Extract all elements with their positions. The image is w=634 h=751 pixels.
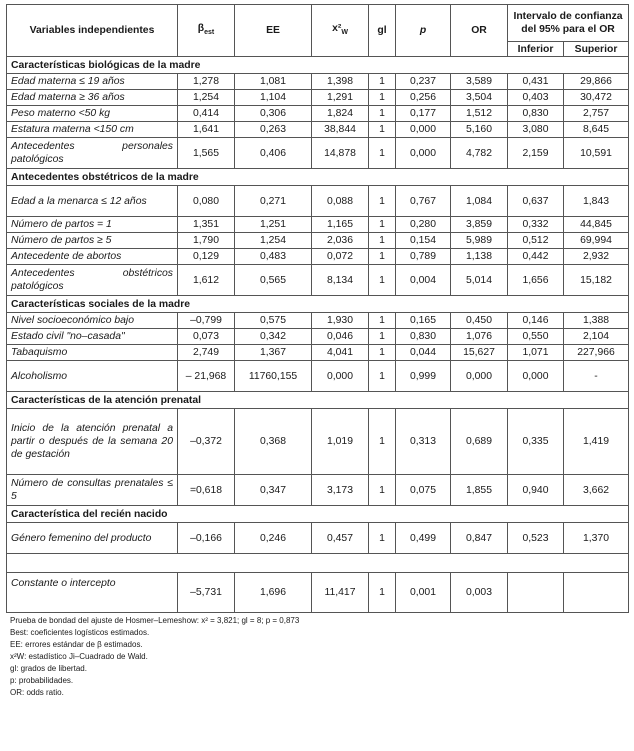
cell-high: 8,645 xyxy=(564,122,629,138)
cell-ee: 0,575 xyxy=(235,313,312,329)
cell-beta: 0,080 xyxy=(178,186,235,217)
cell-low: 0,550 xyxy=(508,329,564,345)
footnote-or: OR: odds ratio. xyxy=(10,688,64,697)
cell-x2: 1,398 xyxy=(312,74,369,90)
cell-beta: 1,612 xyxy=(178,265,235,296)
cell-gl: 1 xyxy=(369,217,396,233)
cell-low: 1,071 xyxy=(508,345,564,361)
table-row xyxy=(7,409,629,475)
variable-label: Antecedentes personales patológicos xyxy=(7,138,178,169)
table-row xyxy=(7,122,629,138)
table-row xyxy=(7,186,629,217)
cell-or: 0,003 xyxy=(451,573,508,613)
cell-x2: 2,036 xyxy=(312,233,369,249)
cell-p: 0,256 xyxy=(396,90,451,106)
section-header-row xyxy=(7,57,629,74)
cell-beta: 0,414 xyxy=(178,106,235,122)
table-row xyxy=(7,313,629,329)
table-row xyxy=(7,249,629,265)
cell-high: 1,843 xyxy=(564,186,629,217)
cell-p: 0,154 xyxy=(396,233,451,249)
cell-beta: 1,351 xyxy=(178,217,235,233)
variable-label: Edad a la menarca ≤ 12 años xyxy=(7,186,178,217)
header-ci: Intervalo de confianza del 95% para el OR xyxy=(508,5,629,42)
header-ci-high: Superior xyxy=(564,42,629,57)
header-variables: Variables independientes xyxy=(7,5,178,57)
cell-low: 0,442 xyxy=(508,249,564,265)
table-row xyxy=(7,523,629,554)
cell-ee: 0,565 xyxy=(235,265,312,296)
cell-or: 1,138 xyxy=(451,249,508,265)
cell-or: 3,859 xyxy=(451,217,508,233)
cell-beta: –0,799 xyxy=(178,313,235,329)
cell-high: 44,845 xyxy=(564,217,629,233)
cell-x2: 1,291 xyxy=(312,90,369,106)
cell-x2: 3,173 xyxy=(312,475,369,506)
cell-low xyxy=(508,573,564,613)
regression-table-figure xyxy=(6,4,628,699)
cell-x2: 8,134 xyxy=(312,265,369,296)
variable-label: Estado civil "no–casada" xyxy=(7,329,178,345)
cell-low: 0,523 xyxy=(508,523,564,554)
cell-beta: 1,278 xyxy=(178,74,235,90)
cell-x2: 0,000 xyxy=(312,361,369,392)
footnote-hosmer: Prueba de bondad del ajuste de Hosmer–Lemeshow: x² = 3,821; gl = 8; p = 0,873 xyxy=(10,616,300,625)
section-title: Características de la atención prenatal xyxy=(7,392,629,409)
cell-high: 30,472 xyxy=(564,90,629,106)
section-header-row xyxy=(7,296,629,313)
cell-beta: –0,372 xyxy=(178,409,235,475)
cell-p: 0,001 xyxy=(396,573,451,613)
footnote-ee: EE: errores estándar de β estimados. xyxy=(10,640,143,649)
cell-high: 29,866 xyxy=(564,74,629,90)
variable-label: Estatura materna <150 cm xyxy=(7,122,178,138)
table-body xyxy=(7,57,629,613)
cell-x2: 38,844 xyxy=(312,122,369,138)
variable-label: Número de consultas prenatales ≤ 5 xyxy=(7,475,178,506)
cell-gl: 1 xyxy=(369,186,396,217)
cell-p: 0,000 xyxy=(396,138,451,169)
cell-p: 0,004 xyxy=(396,265,451,296)
cell-high: 15,182 xyxy=(564,265,629,296)
cell-high: 10,591 xyxy=(564,138,629,169)
variable-label: Tabaquismo xyxy=(7,345,178,361)
cell-gl: 1 xyxy=(369,345,396,361)
table-row xyxy=(7,345,629,361)
cell-or: 0,000 xyxy=(451,361,508,392)
cell-ee: 0,263 xyxy=(235,122,312,138)
cell-gl: 1 xyxy=(369,106,396,122)
spacer-row xyxy=(7,554,629,573)
cell-or: 5,989 xyxy=(451,233,508,249)
cell-p: 0,830 xyxy=(396,329,451,345)
cell-gl: 1 xyxy=(369,475,396,506)
cell-gl: 1 xyxy=(369,122,396,138)
cell-or: 1,084 xyxy=(451,186,508,217)
cell-beta: 1,565 xyxy=(178,138,235,169)
cell-beta: 1,790 xyxy=(178,233,235,249)
footnotes xyxy=(6,615,628,699)
cell-high: - xyxy=(564,361,629,392)
variable-label: Inicio de la atención prenatal a partir o después de la semana 20 de gestación xyxy=(7,409,178,475)
cell-p: 0,789 xyxy=(396,249,451,265)
cell-gl: 1 xyxy=(369,249,396,265)
cell-beta: – 21,968 xyxy=(178,361,235,392)
header-beta-symbol: β xyxy=(197,22,205,34)
cell-p: 0,767 xyxy=(396,186,451,217)
cell-or: 3,589 xyxy=(451,74,508,90)
cell-x2: 0,088 xyxy=(312,186,369,217)
variable-label: Antecedente de abortos xyxy=(7,249,178,265)
cell-beta: 2,749 xyxy=(178,345,235,361)
cell-gl: 1 xyxy=(369,409,396,475)
cell-x2: 0,046 xyxy=(312,329,369,345)
cell-x2: 14,878 xyxy=(312,138,369,169)
cell-x2: 0,457 xyxy=(312,523,369,554)
cell-x2: 11,417 xyxy=(312,573,369,613)
cell-or: 4,782 xyxy=(451,138,508,169)
variable-label: Nivel socioeconómico bajo xyxy=(7,313,178,329)
cell-beta: 0,073 xyxy=(178,329,235,345)
cell-p: 0,044 xyxy=(396,345,451,361)
header-gl: gl xyxy=(369,5,396,57)
cell-high: 2,932 xyxy=(564,249,629,265)
cell-ee: 0,406 xyxy=(235,138,312,169)
table-header xyxy=(7,5,629,57)
section-title: Característica del recién nacido xyxy=(7,506,629,523)
cell-gl: 1 xyxy=(369,90,396,106)
spacer-cell xyxy=(7,554,629,573)
table-row xyxy=(7,329,629,345)
cell-gl: 1 xyxy=(369,74,396,90)
cell-x2: 1,930 xyxy=(312,313,369,329)
cell-ee: 11760,155 xyxy=(235,361,312,392)
cell-ee: 0,347 xyxy=(235,475,312,506)
cell-ee: 1,081 xyxy=(235,74,312,90)
variable-label: Género femenino del producto xyxy=(7,523,178,554)
cell-or: 1,855 xyxy=(451,475,508,506)
cell-or: 5,160 xyxy=(451,122,508,138)
cell-gl: 1 xyxy=(369,361,396,392)
header-p: p xyxy=(396,5,451,57)
cell-p: 0,313 xyxy=(396,409,451,475)
cell-low: 0,146 xyxy=(508,313,564,329)
header-ee: EE xyxy=(235,5,312,57)
cell-high: 227,966 xyxy=(564,345,629,361)
variable-label: Número de partos = 1 xyxy=(7,217,178,233)
section-header-row xyxy=(7,506,629,523)
cell-x2: 1,019 xyxy=(312,409,369,475)
footnote-x2w: x²W: estadístico Ji–Cuadrado de Wald. xyxy=(10,652,148,661)
cell-ee: 1,104 xyxy=(235,90,312,106)
table-row xyxy=(7,90,629,106)
cell-gl: 1 xyxy=(369,313,396,329)
variable-label: Alcoholismo xyxy=(7,361,178,392)
header-x2-symbol: x² xyxy=(332,22,342,34)
cell-high: 1,370 xyxy=(564,523,629,554)
cell-or: 1,512 xyxy=(451,106,508,122)
cell-high: 2,757 xyxy=(564,106,629,122)
cell-high: 69,994 xyxy=(564,233,629,249)
table-row xyxy=(7,106,629,122)
table-row xyxy=(7,265,629,296)
cell-low: 0,332 xyxy=(508,217,564,233)
section-header-row xyxy=(7,392,629,409)
cell-ee: 0,246 xyxy=(235,523,312,554)
cell-low: 0,403 xyxy=(508,90,564,106)
table-row xyxy=(7,233,629,249)
section-title: Características sociales de la madre xyxy=(7,296,629,313)
cell-x2: 4,041 xyxy=(312,345,369,361)
cell-beta: 1,641 xyxy=(178,122,235,138)
cell-ee: 1,696 xyxy=(235,573,312,613)
cell-or: 1,076 xyxy=(451,329,508,345)
cell-beta: =0,618 xyxy=(178,475,235,506)
cell-or: 0,450 xyxy=(451,313,508,329)
cell-beta: 1,254 xyxy=(178,90,235,106)
header-ci-low: Inferior xyxy=(508,42,564,57)
cell-or: 15,627 xyxy=(451,345,508,361)
cell-x2: 1,165 xyxy=(312,217,369,233)
cell-p: 0,177 xyxy=(396,106,451,122)
cell-low: 0,637 xyxy=(508,186,564,217)
section-header-row xyxy=(7,169,629,186)
cell-ee: 0,483 xyxy=(235,249,312,265)
table-row xyxy=(7,217,629,233)
cell-ee: 1,254 xyxy=(235,233,312,249)
cell-low: 0,830 xyxy=(508,106,564,122)
variable-label: Edad materna ≤ 19 años xyxy=(7,74,178,90)
header-beta xyxy=(178,5,235,57)
header-beta-sub: est xyxy=(204,29,215,37)
cell-p: 0,237 xyxy=(396,74,451,90)
cell-low: 0,431 xyxy=(508,74,564,90)
cell-high: 3,662 xyxy=(564,475,629,506)
cell-or: 5,014 xyxy=(451,265,508,296)
cell-ee: 0,306 xyxy=(235,106,312,122)
header-x2-sub: W xyxy=(341,29,348,37)
cell-x2: 0,072 xyxy=(312,249,369,265)
section-title: Características biológicas de la madre xyxy=(7,57,629,74)
cell-p: 0,999 xyxy=(396,361,451,392)
cell-low: 3,080 xyxy=(508,122,564,138)
cell-x2: 1,824 xyxy=(312,106,369,122)
cell-gl: 1 xyxy=(369,329,396,345)
cell-ee: 0,271 xyxy=(235,186,312,217)
cell-low: 0,512 xyxy=(508,233,564,249)
constant-row xyxy=(7,573,629,613)
cell-high xyxy=(564,573,629,613)
variable-label: Constante o intercepto xyxy=(7,573,178,613)
cell-high: 1,419 xyxy=(564,409,629,475)
cell-gl: 1 xyxy=(369,138,396,169)
cell-gl: 1 xyxy=(369,233,396,249)
cell-low: 0,940 xyxy=(508,475,564,506)
cell-p: 0,280 xyxy=(396,217,451,233)
table-row xyxy=(7,74,629,90)
table-row xyxy=(7,361,629,392)
cell-p: 0,000 xyxy=(396,122,451,138)
cell-gl: 1 xyxy=(369,265,396,296)
regression-table xyxy=(6,4,629,613)
variable-label: Número de partos ≥ 5 xyxy=(7,233,178,249)
cell-gl: 1 xyxy=(369,523,396,554)
table-row xyxy=(7,475,629,506)
cell-or: 0,847 xyxy=(451,523,508,554)
cell-or: 3,504 xyxy=(451,90,508,106)
cell-low: 0,000 xyxy=(508,361,564,392)
cell-p: 0,075 xyxy=(396,475,451,506)
cell-low: 2,159 xyxy=(508,138,564,169)
cell-beta: –0,166 xyxy=(178,523,235,554)
cell-ee: 1,251 xyxy=(235,217,312,233)
variable-label: Peso materno <50 kg xyxy=(7,106,178,122)
footnote-gl: gl: grados de libertad. xyxy=(10,664,87,673)
cell-high: 1,388 xyxy=(564,313,629,329)
header-or: OR xyxy=(451,5,508,57)
cell-gl: 1 xyxy=(369,573,396,613)
cell-low: 1,656 xyxy=(508,265,564,296)
cell-beta: 0,129 xyxy=(178,249,235,265)
cell-high: 2,104 xyxy=(564,329,629,345)
section-title: Antecedentes obstétricos de la madre xyxy=(7,169,629,186)
variable-label: Antecedentes obstétricos patológicos xyxy=(7,265,178,296)
footnote-p: p: probabilidades. xyxy=(10,676,74,685)
cell-p: 0,499 xyxy=(396,523,451,554)
variable-label: Edad materna ≥ 36 años xyxy=(7,90,178,106)
header-x2 xyxy=(312,5,369,57)
cell-ee: 0,342 xyxy=(235,329,312,345)
cell-ee: 0,368 xyxy=(235,409,312,475)
table-row xyxy=(7,138,629,169)
footnote-best: Best: coeficientes logísticos estimados. xyxy=(10,628,150,637)
cell-p: 0,165 xyxy=(396,313,451,329)
cell-or: 0,689 xyxy=(451,409,508,475)
cell-beta: –5,731 xyxy=(178,573,235,613)
cell-ee: 1,367 xyxy=(235,345,312,361)
cell-low: 0,335 xyxy=(508,409,564,475)
